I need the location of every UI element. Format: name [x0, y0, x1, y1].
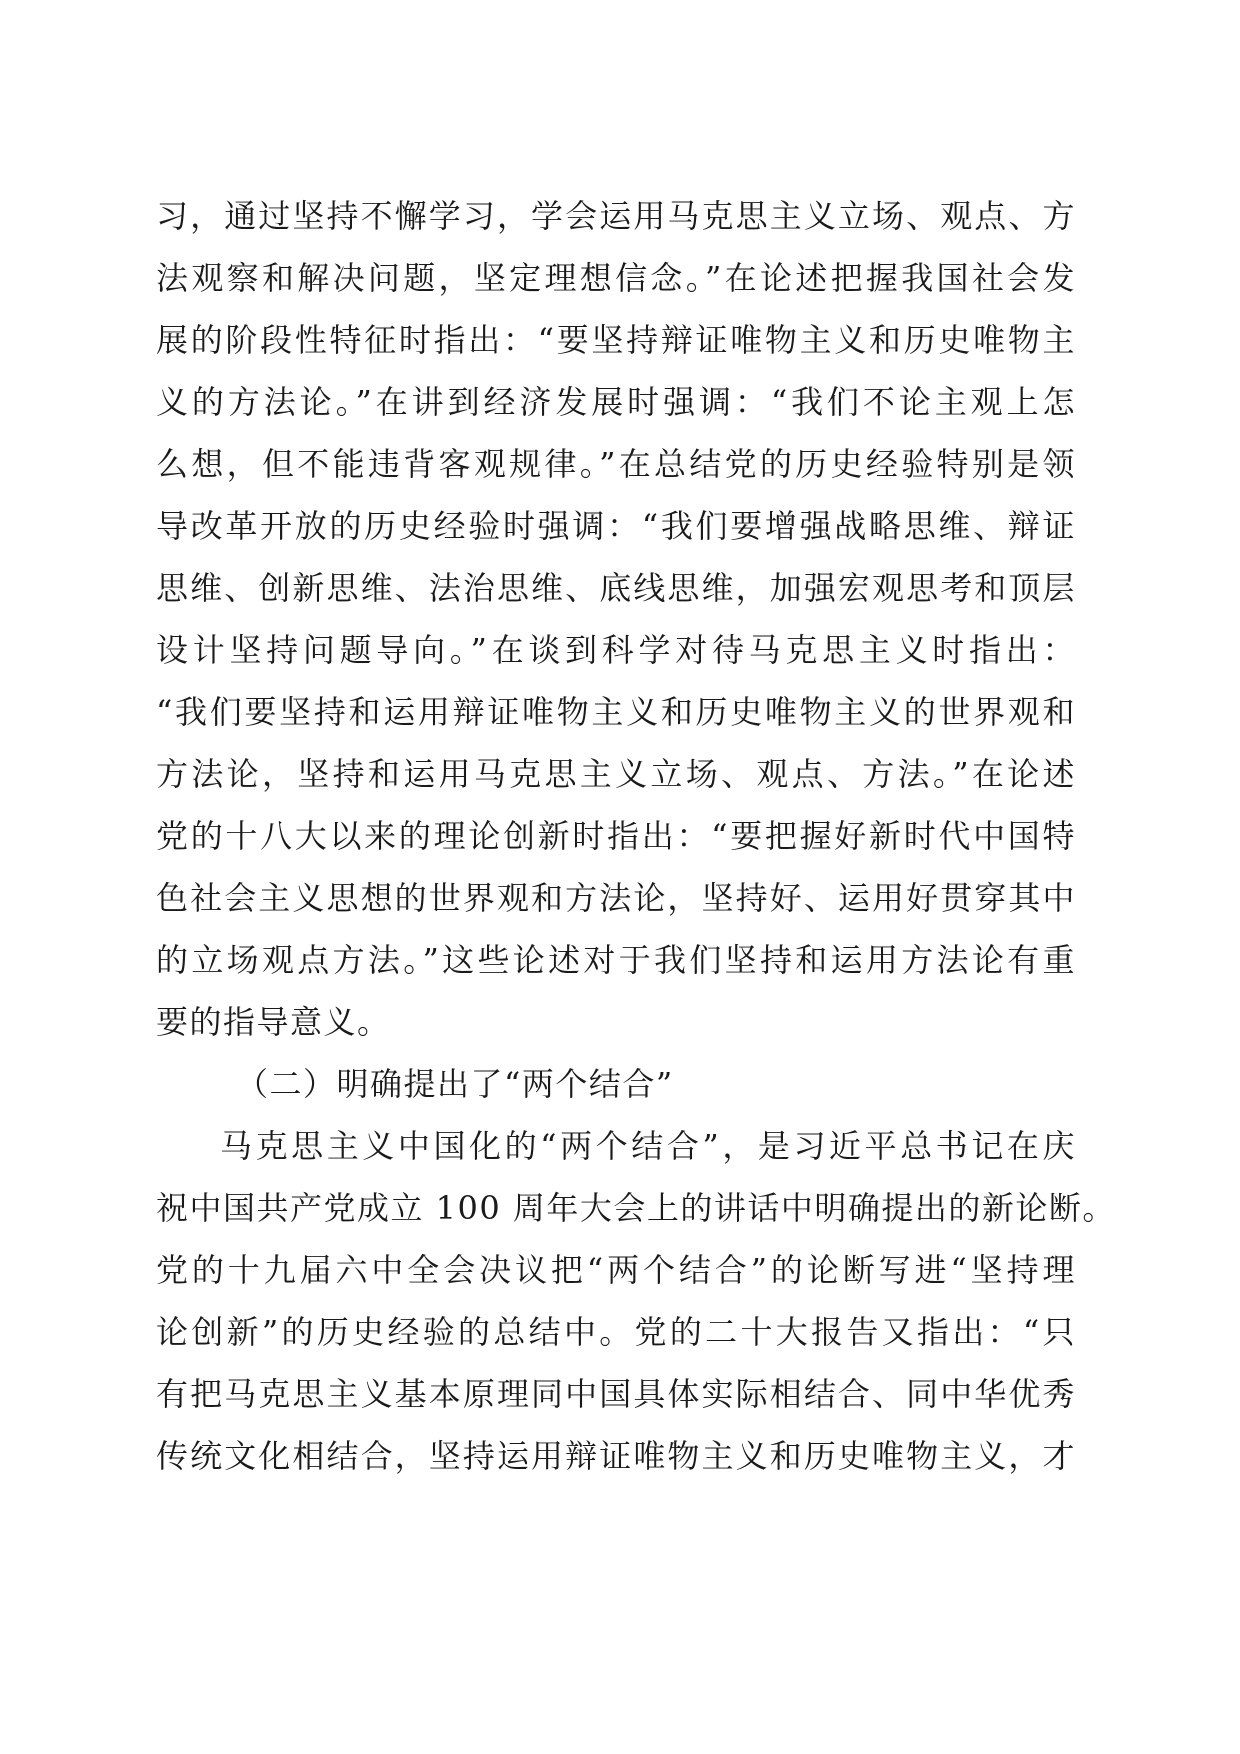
- text-line: “我们要坚持和运用辩证唯物主义和历史唯物主义的世界观和: [156, 693, 1076, 731]
- section-heading: （二）明确提出了“两个结合”: [236, 1065, 674, 1103]
- text-line: 有把马克思主义基本原理同中国具体实际相结合、同中华优秀: [156, 1375, 1076, 1413]
- text-line: 党的十八大以来的理论创新时指出：“要把握好新时代中国特: [156, 817, 1076, 855]
- text-line: 展的阶段性特征时指出：“要坚持辩证唯物主义和历史唯物主: [156, 321, 1076, 359]
- text-line: 设计坚持问题导向。”在谈到科学对待马克思主义时指出：: [156, 631, 1076, 669]
- text-line: 传统文化相结合，坚持运用辩证唯物主义和历史唯物主义，才: [156, 1437, 1076, 1475]
- text-line: 义的方法论。”在讲到经济发展时强调：“我们不论主观上怎: [156, 383, 1076, 421]
- text-line: 习，通过坚持不懈学习，学会运用马克思主义立场、观点、方: [156, 197, 1076, 235]
- text-line: 法观察和解决问题，坚定理想信念。”在论述把握我国社会发: [156, 259, 1076, 297]
- paragraph-first-line: 马克思主义中国化的“两个结合”，是习近平总书记在庆: [220, 1127, 1076, 1165]
- text-line: 色社会主义思想的世界观和方法论，坚持好、运用好贯穿其中: [156, 879, 1076, 917]
- text-line: 党的十九届六中全会决议把“两个结合”的论断写进“坚持理: [156, 1251, 1076, 1289]
- text-line: 的立场观点方法。”这些论述对于我们坚持和运用方法论有重: [156, 941, 1076, 979]
- text-line: 论创新”的历史经验的总结中。党的二十大报告又指出：“只: [156, 1313, 1076, 1351]
- text-line: 导改革开放的历史经验时强调：“我们要增强战略思维、辩证: [156, 507, 1076, 545]
- text-line: 祝中国共产党成立 100 周年大会上的讲话中明确提出的新论断。: [156, 1189, 1116, 1227]
- text-line: 思维、创新思维、法治思维、底线思维，加强宏观思考和顶层: [156, 569, 1076, 607]
- text-line: 要的指导意义。: [156, 1003, 391, 1041]
- text-line: 方法论，坚持和运用马克思主义立场、观点、方法。”在论述: [156, 755, 1076, 793]
- text-line: 么想，但不能违背客观规律。”在总结党的历史经验特别是领: [156, 445, 1076, 483]
